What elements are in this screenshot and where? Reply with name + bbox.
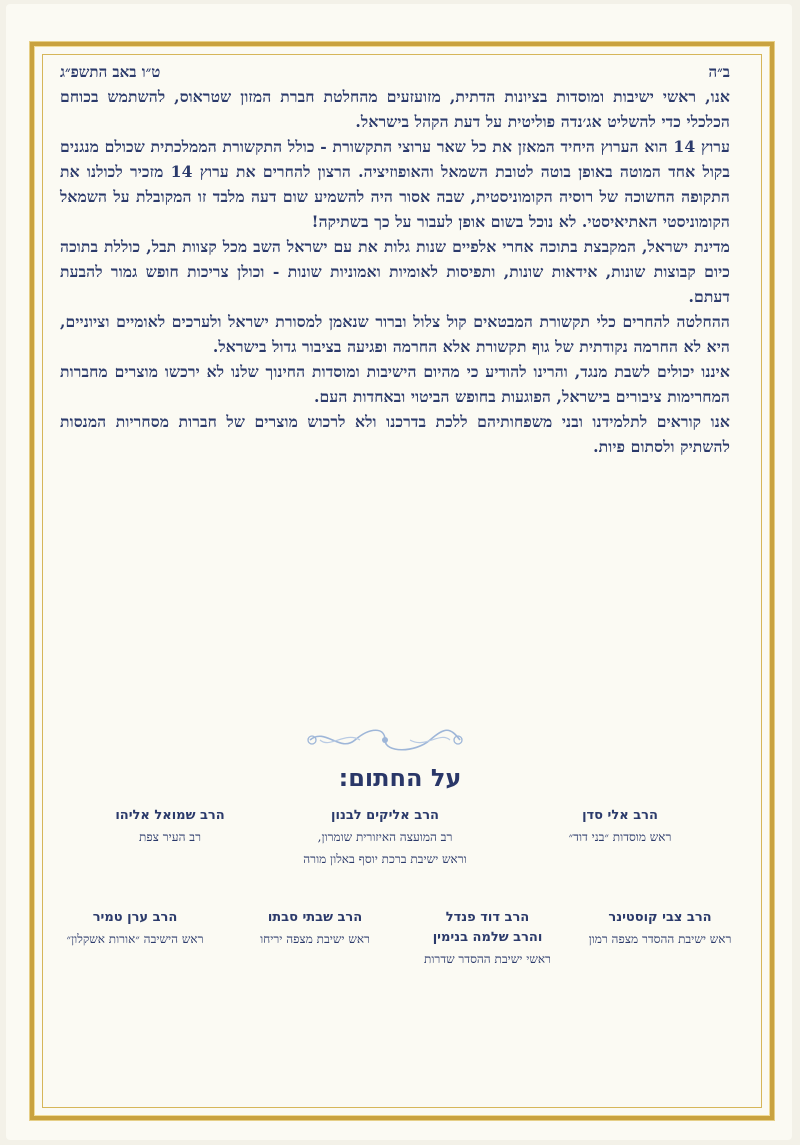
signer-name: הרב אליקים לבנון xyxy=(331,808,439,823)
signer-eran-tamir xyxy=(40,908,230,950)
bh-mark: ב״ה xyxy=(708,62,730,81)
signer-role: ראש הישיבה ״אורות אשקלון״ xyxy=(66,932,204,946)
signer-name-2: והרב שלמה בנימין xyxy=(432,930,543,945)
letter-header xyxy=(60,60,730,84)
letter-date: ט״ו באב התשפ״ג xyxy=(60,62,161,81)
signer-david-fendel xyxy=(395,908,580,970)
signer-role: ראש ישיבת מצפה יריחו xyxy=(260,932,370,946)
signer-shabtai-sabato xyxy=(225,908,405,950)
signer-name: הרב ערן טמיר xyxy=(92,910,178,925)
paragraph: מדינת ישראל, המקבצת בתוכה אחרי אלפיים שנות גלות את עם ישראל השב מכל קצוות תבל, כוללת בתוכה כיום קבוצות שונות, אידאות שונות, ותפיסות לאומיות ואמוניות שונות - וכולן צריכות חופש גמור להבעת דעתם. xyxy=(60,237,730,306)
paragraph: אנו, ראשי ישיבות ומוסדות בציונות הדתית, מזועזעים מהחלטת חברת המזון שטראוס, להשתמש בכוחם הכלכלי כדי להשליט אג׳נדה פוליטית על דעת הקהל בישראל. xyxy=(60,87,730,131)
paragraph: ערוץ 14 הוא הערוץ היחיד המאזן את כל שאר ערוצי התקשורת - כולל התקשורת הממלכתית שכולם מנגנים בקול אחד המוטה באופן בוטה לטובת השמאל והאופוזיציה. הרצון להחרים את ערוץ 14 מזכיר לכולנו את התקופה החשוכה של רוסיה הקומוניסטית, שבה אסור היה להשמיע שום דעה מלבד זו המקובלת על השמאל הקומוניסטי האתיאיסטי. לא נוכל בשום אופן לעבור על כך בשתיקה! xyxy=(60,137,730,231)
signer-role: ראש ישיבת ההסדר מצפה רמון xyxy=(588,932,732,946)
signer-tzvi-kostiner xyxy=(560,908,760,950)
signer-name: הרב אלי סדן xyxy=(582,808,658,823)
signatures-title: על החתום: xyxy=(338,764,462,792)
signer-role-2: וראש ישיבת ברכת יוסף באלון מורה xyxy=(303,852,467,866)
signer-role: רב העיר צפת xyxy=(139,830,201,844)
paragraph: אנו קוראים לתלמידנו ובני משפחותיהם ללכת בדרכנו ולא לרכוש מוצרים של חברות מסחריות המנסות להשתיק ולסתום פיות. xyxy=(60,412,730,456)
signer-name: הרב צבי קוסטינר xyxy=(608,910,712,925)
signer-elyakim-levanon xyxy=(260,806,510,870)
paragraph: איננו יכולים לשבת מנגד, והרינו להודיע כי מהיום הישיבות ומוסדות החינוך שלנו לא ירכשו מוצרים מחברות המחרימות ציבורים בישראל, הפוגעות בחופש הביטוי ובאחדות העם. xyxy=(60,362,730,406)
letter-body xyxy=(60,60,730,459)
signer-name: הרב דוד פנדל xyxy=(445,910,530,925)
signer-shmuel-eliyahu xyxy=(70,806,270,848)
signer-name: הרב שבתי סבתו xyxy=(267,910,363,925)
signer-name: הרב שמואל אליהו xyxy=(115,808,225,823)
paragraph: ההחלטה להחרים כלי תקשורת המבטאים קול צלול וברור שנאמן למסורת ישראל ולערכים לאומיים וציוניים, היא לא החרמה נקודתית של גוף תקשורת אלא החרמה ופגיעה בציבור גדול בישראל. xyxy=(60,312,730,356)
signer-role: ראשי ישיבת ההסדר שדרות xyxy=(424,952,551,966)
signer-role: רב המועצה האיזורית שומרון, xyxy=(317,830,453,844)
signer-role: ראש מוסדות ״בני דוד״ xyxy=(568,830,672,844)
ornament-divider-icon xyxy=(300,725,470,755)
signer-eli-sadan xyxy=(520,806,720,848)
